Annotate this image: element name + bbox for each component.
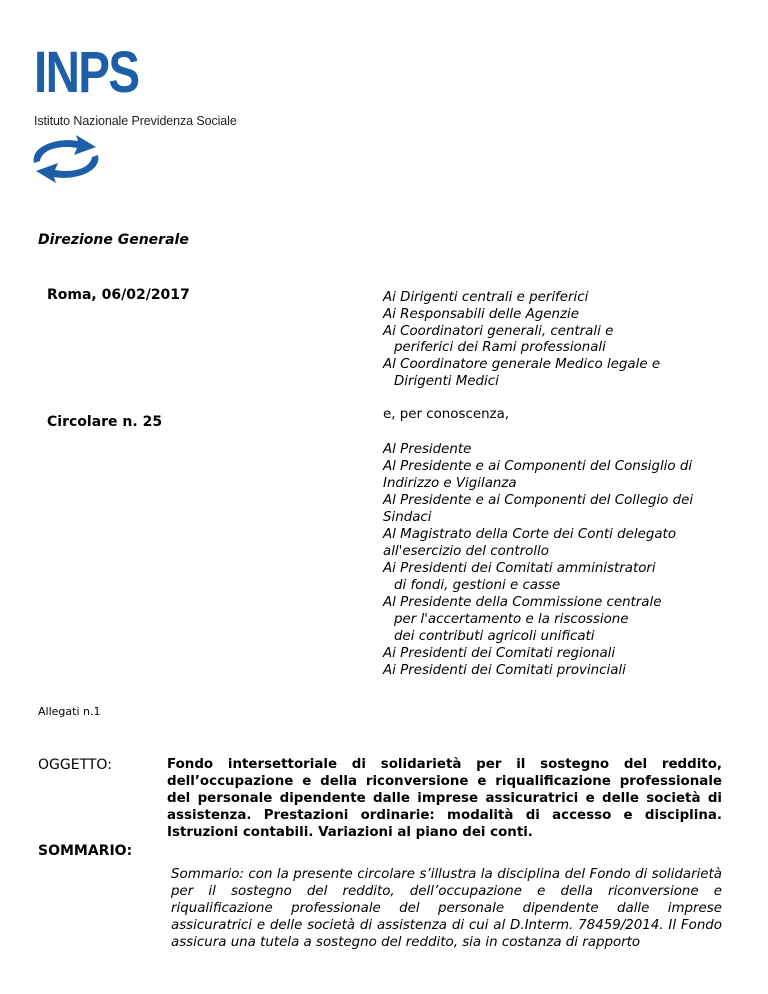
recipient-cc-line: Al Presidente (383, 442, 472, 457)
recipient-cc-line: Indirizzo e Vigilanza (383, 476, 517, 491)
oggetto-text: Fondo intersettoriale di solidarietà per il sostegno del reddito, dell’occupazione e della riconversione e riqualificazione professionale del personale dipendente dalle imprese assicuratrici e delle società di assistenza. Prestazioni ordinarie: modalità di accesso e disciplina. Istruzioni contabili. Variazioni al piano dei conti. (167, 757, 722, 840)
recipient-cc-line: Sindaci (383, 510, 432, 525)
recipient-cc-line: Al Presidente e ai Componenti del Consiglio di (383, 459, 693, 474)
inps-logo-wordmark: INPS (34, 40, 139, 105)
sommario-label: SOMMARIO: (38, 843, 133, 859)
recipients-cc-list (383, 441, 693, 679)
document-date: Roma, 06/02/2017 (47, 287, 190, 303)
recipient-line: Ai Coordinatori generali, centrali e (383, 323, 614, 339)
recipient-line: Ai Dirigenti centrali e periferici (383, 290, 589, 305)
recipient-cc-line: Ai Presidenti dei Comitati regionali (383, 646, 616, 661)
recipient-cc-line: Al Presidente della Commissione centrale (383, 595, 662, 610)
recipient-cc-line: Al Presidente e ai Componenti del Collegio dei (383, 493, 694, 508)
sommario-text: Sommario: con la presente circolare s’illustra la disciplina del Fondo di solidarietà per il sostegno del reddito, dell’occupazione e della riconversione e riqualificazione professionale del personale dipendente dalle imprese assicuratrici e delle società di assistenza di cui al D.Interm. 78459/2014. Il Fondo assicura una tutela a sostegno del reddito, sia in costanza di rapporto (171, 867, 722, 950)
recipient-line: Ai Responsabili delle Agenzie (383, 306, 579, 322)
circular-arrows-icon (26, 133, 106, 185)
oggetto-label: OGGETTO: (38, 757, 112, 773)
allegati-count: Allegati n.1 (38, 705, 101, 718)
recipient-cc-line: Ai Presidenti dei Comitati provinciali (383, 663, 626, 678)
recipient-cc-line: dei contributi agricoli unificati (394, 629, 595, 644)
direzione-generale: Direzione Generale (38, 232, 189, 248)
inps-logo-subtitle: Istituto Nazionale Previdenza Sociale (34, 114, 237, 128)
recipients-list (383, 290, 660, 391)
recipient-cc-line: per l'accertamento e la riscossione (394, 612, 629, 627)
recipient-cc-line: di fondi, gestioni e casse (394, 578, 561, 593)
recipient-cc-line: all'esercizio del controllo (383, 544, 549, 559)
recipient-cc-line: Ai Presidenti dei Comitati amministratori (383, 561, 656, 576)
per-conoscenza: e, per conoscenza, (383, 407, 510, 422)
recipient-line: periferici dei Rami professionali (394, 340, 606, 356)
recipient-line: Dirigenti Medici (394, 373, 499, 389)
recipient-cc-line: Al Magistrato della Corte dei Conti delegato (383, 527, 677, 542)
circolare-number: Circolare n. 25 (47, 414, 163, 430)
recipient-line: Al Coordinatore generale Medico legale e (383, 357, 661, 373)
